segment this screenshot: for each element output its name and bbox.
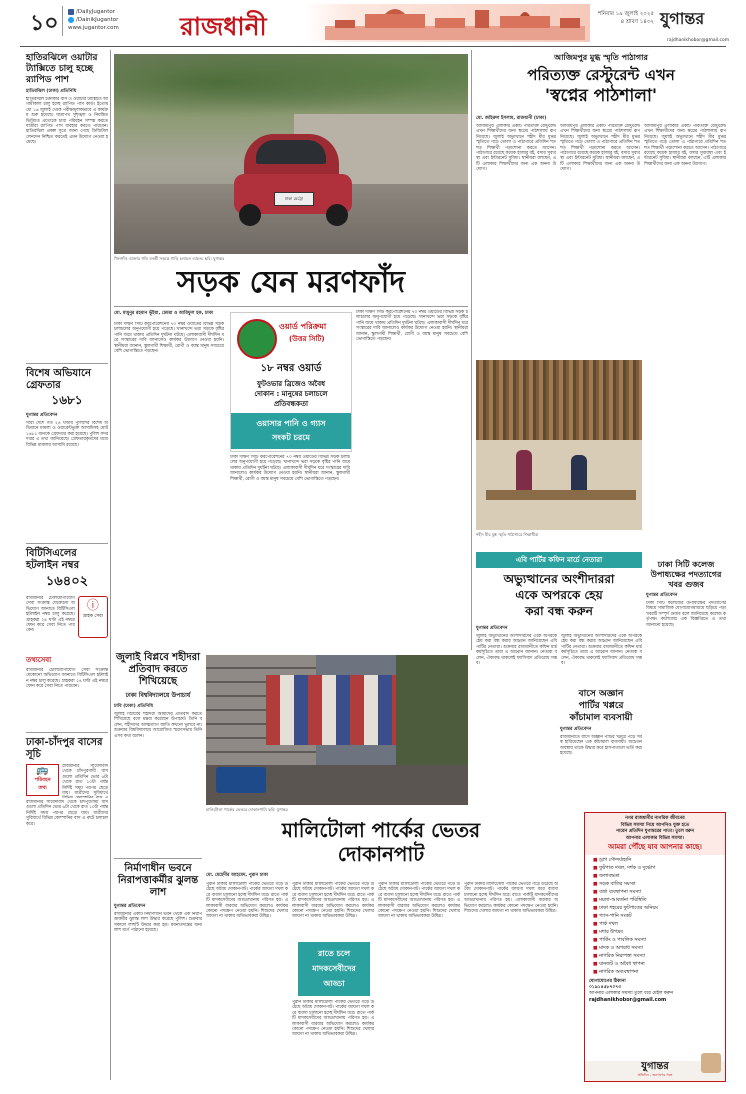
sidebar-topic-item: ■ গ্যাস-পানি সংকট [593, 914, 632, 919]
bus-byline: যুগান্তর প্রতিবেদন [560, 727, 592, 732]
sidebar-topic-item: ■ নাগরিক নিরাপত্তা সমস্যা [593, 954, 646, 959]
park-headline-1: মালিটোলা পার্কের ভেতর [281, 818, 481, 842]
city-skyline-illustration [325, 6, 585, 40]
protest-kicker: এবি পার্টির কফিন মার্চে নেতারা [476, 552, 642, 568]
left-column [26, 50, 108, 1080]
section-title-box [150, 4, 590, 42]
citizen-sidebar [584, 812, 726, 1082]
protest-headline-1: অভ্যুত্থানের অংশীদাররা [503, 572, 615, 586]
divider [62, 6, 63, 36]
road-photo [114, 54, 468, 254]
bus-icon: 🚌 [36, 765, 49, 776]
bullet-icon: ■ [593, 930, 600, 935]
chandpur-headline: ঢাকা-চাঁদপুর বাসের সূচি [26, 737, 103, 760]
divider [114, 858, 202, 859]
sidebar-topic-item: ■ মশার উপদ্রব [593, 930, 623, 935]
july-headline: জুলাই বিপ্লবে শহীদরা প্রতিবাদ করতে শিখিয়েছে [116, 652, 200, 687]
road-photo-caption: খিলগাঁও ডাক্তার গলি বনশ্রী সড়কে গাড়ি চলাচল ব্যাহত। ছবি: যুগান্তর [114, 256, 225, 261]
nirman-byline: যুগান্তর প্রতিবেদন [114, 904, 146, 909]
protest-headline-3: করা বন্ধ করুন [525, 604, 593, 618]
sidebar-topic-item: ■ পার্ক দখল [593, 922, 618, 927]
bus-body: রাজধানীতে বাসে অজ্ঞান পার্টির খপ্পরে পড়ে সর্বস্ব হারিয়েছেন এক কাঁচামাল ব্যবসায়ী। অচেতন অবস্থায় তাকে উদ্ধার করে হাসপাতালে ভর্তি করা হয়েছে। [560, 735, 642, 757]
social-links [68, 8, 119, 32]
main-byline: মো. মামুনুর রহমান ভূঁইয়া, ঢেমরা ও আরিফুল হক, ঢাকা [114, 311, 214, 316]
protest-byline: যুগান্তর প্রতিবেদন [476, 626, 508, 631]
sidebar-header: নগর রাজধানীর নাগরিক জীবনের বিভিন্ন সমস্যা নিয়ে আপনিও যুক্ত হতে পারেন প্রতিদিন যুগান্তরের পাতা। তুলে ধরুন আপনার এলাকার বিভিন্ন সমস্যা। আমরা পৌঁছে যাব আপনার কাছে। [585, 813, 725, 855]
sidebar-topic-list [593, 858, 725, 976]
library-byline: মো. জহিরুল ইসলাম, রাজধানী (ঢাকা) [476, 116, 547, 121]
protest-headline-2: একে অপরকে হেয় [515, 588, 603, 602]
park-headline-2: দোকানপাট [337, 842, 425, 866]
ward-number: ১৮ নম্বর ওয়ার্ড [260, 363, 322, 374]
bishesh-byline: যুগান্তর প্রতিবেদন [26, 413, 58, 418]
column-divider [110, 50, 111, 1080]
nirman-story [114, 858, 202, 1078]
sidebar-topic-item: ■ জলাবদ্ধতা [593, 874, 620, 879]
bullet-icon: ■ [593, 938, 600, 943]
protest-col1: জুলাই অভ্যুত্থানের অংশীদারদের একে অপরকে হেয় করা বন্ধ করার আহ্বান জানিয়েছেন এবি পার্টির নেতারা। শুক্রবার রাজধানীতে কফিন মার্চ কর্মসূচিতে তারা এ আহ্বান জানান। নেতারা বলেন, ঐক্যবদ্ধ থাকলেই ফ্যাসিবাদ প্রতিরোধ সম্ভব। [476, 634, 557, 667]
sidebar-topic-item: ■ যানজট ও অবৈধ স্থাপনা [593, 962, 645, 967]
park-col2: পুরান ঢাকার মালিটোলা পার্কের ভেতরে গড়ে উঠেছে অবৈধ দোকানপাট। পার্কের জায়গা দখল করে ব্যবসা চালানো হচ্ছে দীর্ঘদিন ধরে। রাতে পার্কটি মাদকসেবীদের আড্ডাখানায় পরিণত হয়। এলাকাবাসী বারবার অভিযোগ করলেও কার্যকর কোনো পদক্ষেপ নেওয়া হয়নি। শিশুদের খেলার জায়গা না থাকায় অভিভাবকরা উদ্বিগ্ন। [292, 882, 374, 920]
july-sub: ঢাকা বিশ্ববিদ্যালয়ে উপাচার্য [125, 692, 191, 699]
date-block: শনিবার ১৯ জুলাই ২০২৫ ৪ শ্রাবণ ১৪৩২ [598, 11, 654, 25]
park-photo [206, 655, 468, 805]
bus-headline-1: বাসে অজ্ঞান [578, 689, 624, 699]
column-divider [471, 50, 472, 650]
bullet-icon: ■ [593, 858, 600, 863]
facebook-link[interactable]: /DailyJugantor [68, 8, 119, 16]
protest-col2: জুলাই অভ্যুত্থানের অংশীদারদের একে অপরকে হেয় করা বন্ধ করার আহ্বান জানিয়েছেন এবি পার্টির নেতারা। শুক্রবার রাজধানীতে কফিন মার্চ কর্মসূচিতে তারা এ আহ্বান জানান। নেতারা বলেন, ঐক্যবদ্ধ থাকলেই ফ্যাসিবাদ প্রতিরোধ সম্ভব। [561, 634, 642, 667]
website-link[interactable]: www.jugantor.com [68, 25, 119, 31]
college-byline: যুগান্তর প্রতিবেদন [646, 593, 678, 598]
brand-logo: যুগান্তর [660, 9, 705, 28]
july-story [114, 652, 202, 852]
sidebar-topic-item: ■ ড্রাগ সৌন্দর্য্যহানি [593, 858, 632, 863]
bishesh-body: সারা দেশে গত ২৪ ঘণ্টায় পুলিশের বিশেষ অভিযানে মামলা ও ওয়ারেন্টভুক্ত আসামিসহ মোট ১৬৮১ জনকে গ্রেফতার করা হয়েছে। পুলিশ সদর দপ্তর এ তথ্য জানিয়েছে। গ্রেফতারকৃতদের মধ্যে বিভিন্ন মামলার আসামি রয়েছে। [26, 421, 108, 448]
sidebar-topic-item: ■ ময়লা-আবর্জনা পরিস্থিতি [593, 898, 647, 903]
red-car: ঢাকা মেট্রো [234, 124, 354, 229]
library-col1: আজিমপুর এলাকার একটি পরিত্যক্ত রেস্টুরেন্ট এখন শিক্ষার্থীদের জন্য স্বপ্নের পাঠশালায় রূপ নিয়েছে। জুলাই অভ্যুত্থানে শহীদ মীর মুগ্ধর স্মৃতিতে গড়ে তোলা এ পাঠাগারে প্রতিদিন শত শত শিক্ষার্থী পড়াশোনা করতে আসেন। পাঠাগারে রয়েছে কয়েক হাজার বই, বসার সুব্যবস্থা এবং ইন্টারনেট সুবিধা। স্থানীয়রা বলছেন, এটি এলাকার শিক্ষার্থীদের জন্য এক অনন্য উদ্যোগ। [476, 124, 556, 173]
park-col1: পুরান ঢাকার মালিটোলা পার্কের ভেতরে গড়ে উঠেছে অবৈধ দোকানপাট। পার্কের জায়গা দখল করে ব্যবসা চালানো হচ্ছে দীর্ঘদিন ধরে। রাতে পার্কটি মাদকসেবীদের আড্ডাখানায় পরিণত হয়। এলাকাবাসী বারবার অভিযোগ করলেও কার্যকর কোনো পদক্ষেপ নেওয়া হয়নি। শিশুদের খেলার জায়গা না থাকায় অভিভাবকরা উদ্বিগ্ন। [206, 882, 288, 920]
ward-label: ওয়ার্ড পরিক্রমা [279, 322, 327, 331]
masthead [0, 0, 746, 52]
sidebar-topic-item: ■ সড়ক বাতির সমস্যা [593, 882, 636, 887]
btcl-body-row [26, 596, 108, 654]
library-col3: আজিমপুর এলাকার একটি পরিত্যক্ত রেস্টুরেন্ট এখন শিক্ষার্থীদের জন্য স্বপ্নের পাঠশালায় রূপ নিয়েছে। জুলাই অভ্যুত্থানে শহীদ মীর মুগ্ধর স্মৃতিতে গড়ে তোলা এ পাঠাগারে প্রতিদিন শত শত শিক্ষার্থী পড়াশোনা করতে আসেন। পাঠাগারে রয়েছে কয়েক হাজার বই, বসার সুব্যবস্থা এবং ইন্টারনেট সুবিধা। স্থানীয়রা বলছেন, এটি এলাকার শিক্ষার্থীদের জন্য এক অনন্য উদ্যোগ। [644, 124, 726, 167]
bullet-icon: ■ [593, 866, 600, 871]
info-service-label: তথ্যসেবা [26, 656, 52, 664]
chandpur-body-top: রাজধানীর সায়েদাবাদ থেকে চাঁদপুরগামী বাসগুলো প্রতিদিন ভোর ৬টা থেকে রাত ১০টা পর্যন্ত নির্দিষ্ট সময় পরপর ছেড়ে যায়। যাত্রীদের সুবিধার্থে [62, 764, 108, 797]
nirman-headline: নির্মাণাধীন ভবনে নিরাপত্তাকর্মীর ঝুলন্ত লাশ [117, 863, 199, 898]
park-col4: পুরান ঢাকার মালিটোলা পার্কের ভেতরে গড়ে উঠেছে অবৈধ দোকানপাট। পার্কের জায়গা দখল করে ব্যবসা চালানো হচ্ছে দীর্ঘদিন ধরে। রাতে পার্কটি মাদকসেবীদের আড্ডাখানায় পরিণত হয়। এলাকাবাসী বারবার অভিযোগ করলেও কার্যকর কোনো পদক্ষেপ নেওয়া হয়নি। শিশুদের খেলার জায়গা না থাকায় অভিভাবকরা উদ্বিগ্ন। [378, 882, 460, 920]
park-story-body [206, 872, 560, 1082]
btcl-number: ১৬৪০২ [45, 574, 89, 589]
bullet-icon: ■ [593, 874, 600, 879]
divider [114, 306, 468, 307]
park-byline: মো. মেহেদীর আহমেদ, পুরান ঢাকা [206, 873, 269, 878]
college-story [646, 560, 726, 810]
sidebar-footer: যুগান্তর প্রতিদিন - জনগণের সঙ্গে [585, 1061, 725, 1081]
main-col2: ঢাকা দক্ষিণ সিটি করপোরেশনের ৭০ নম্বর ওয়ার্ডের বিভিন্ন সড়ক চলাচলের অনুপযোগী হয়ে পড়েছে। খানাখন্দে ভরা সড়কে বৃষ্টির পানি জমে থাকায় প্রতিদিন দুর্ঘটনা ঘটছে। এলাকাবাসী দীর্ঘদিন ধরে সংস্কারের দাবি জানালেও কার্যকর উদ্যোগ নেওয়া হয়নি। স্থানীয়রা জানান, স্কুলগামী শিক্ষার্থী, রোগী ও বয়স্ক মানুষ সবচেয়ে বেশি ভোগান্তিতে পড়ছেন। [230, 455, 350, 482]
bullet-icon: ■ [593, 890, 600, 895]
chandpur-row [26, 764, 108, 798]
sidebar-topic-item: ■ বর্জ্য ব্যবস্থাপনা সমস্যা [593, 890, 642, 895]
library-photo-caption: শহীদ মীর মুগ্ধ স্মৃতি পাঠাগারে শিক্ষার্থীরা [476, 532, 539, 537]
hatirjheel-body: হাতিরঝিল চক্রাকার বাস ও ওয়াটার ট্যাক্সিতে আগামীকাল চালু হচ্ছে র‍্যাপিড পাস কার্ড। ইতোমধ্যে ১৬ জুলাই থেকে পরীক্ষামূলকভাবে এ কার্যক্রম শুরু হয়েছে। যাত্রাপথ সুশৃঙ্খল ও নিয়ন্ত্রিত ভিত্তিতে প্রত্যেকে চাবা পরিবহন সম্পন্ন করতে যাত্রীরা র‍্যাপিড পাস ব্যবহার করতে পারবেন। হাতিরঝিল প্রকল্প সূত্রে জানা গেছে ডিজিটাল লেনদেন নিশ্চিত করতেই এমন উদ্যোগ নেওয়া হয়েছে। [26, 97, 108, 146]
library-photo [476, 360, 642, 530]
main-headline: সড়ক যেন মরণফাঁদ [176, 265, 406, 300]
bullet-icon: ■ [593, 906, 600, 911]
sidebar-topic-item: ■ ঢাকা শহরের ফুটপাতের অনিয়ম [593, 906, 658, 911]
bishesh-count: ১৬৮১ [51, 393, 83, 407]
sidebar-contact: যোগাযোগের ঠিকানা ০১৯১৪৫৮৭০৭৩ আপনার এলাকার সমস্যা তুলে ধরে মেইল করুন rajdhanikhobor@gmail.com [589, 979, 721, 1003]
sidebar-topic-item: ■ নাগরিক অব্যবস্থাপনা [593, 970, 639, 975]
july-byline: ঢাবি (ঢাকা) প্রতিনিধি [114, 704, 153, 709]
sidebar-topic-item: ■ মাদক ও অপরাধ সমস্যা [593, 946, 644, 951]
page-number: ১০ [30, 10, 59, 36]
library-kicker: আজিমপুর মুগ্ধ স্মৃতি পাঠাগার [554, 53, 648, 62]
park-col5: পুরান ঢাকার মালিটোলা পার্কের ভেতরে গড়ে উঠেছে অবৈধ দোকানপাট। পার্কের জায়গা দখল করে ব্যবসা চালানো হচ্ছে দীর্ঘদিন ধরে। রাতে পার্কটি মাদকসেবীদের আড্ডাখানায় পরিণত হয়। এলাকাবাসী বারবার অভিযোগ করলেও কার্যকর কোনো পদক্ষেপ নেওয়া হয়নি। শিশুদের খেলার জায়গা না থাকায় অভিভাবকরা উদ্বিগ্ন। [464, 882, 558, 915]
bullet-icon: ■ [593, 882, 600, 887]
btcl-body: রাজধানীর টেলিযোগাযোগ সেবা সংক্রান্ত যেকোনো অভিযোগ জানাতে বিটিসিএল হটলাইন নম্বর চালু করেছে। গ্রাহকরা ২৪ ঘণ্টা এই নম্বরে ফোন করে সেবা নিতে পারবেন। [26, 596, 75, 634]
ward-emblem [237, 319, 277, 359]
bullet-icon: ■ [593, 946, 600, 951]
ward-subhead: ফুটওভার ব্রিজেও অবৈধ দোকান : মানুষের চলাচলে প্রতিবন্ধকতা [254, 380, 328, 408]
bullet-icon: ■ [593, 914, 600, 919]
chandpur-body: রাজধানীর সায়েদাবাদ থেকে চাঁদপুরগামী বাসগুলো প্রতিদিন ভোর ৬টা থেকে রাত ১০টা পর্যন্ত নির্দিষ্ট সময় পরপর ছেড়ে যায়। যাত্রীদের সুবিধার্থে বিভিন্ন কোম্পানির বাস এ রুটে চলাচল করে। [26, 800, 108, 827]
library-col2: আজিমপুর এলাকার একটি পরিত্যক্ত রেস্টুরেন্ট এখন শিক্ষার্থীদের জন্য স্বপ্নের পাঠশালায় রূপ নিয়েছে। জুলাই অভ্যুত্থানে শহীদ মীর মুগ্ধর স্মৃতিতে গড়ে তোলা এ পাঠাগারে প্রতিদিন শত শত শিক্ষার্থী পড়াশোনা করতে আসেন। পাঠাগারে রয়েছে কয়েক হাজার বই, বসার সুব্যবস্থা এবং ইন্টারনেট সুবিধা। স্থানীয়রা বলছেন, এটি এলাকার শিক্ষার্থীদের জন্য এক অনন্য উদ্যোগ। [560, 124, 640, 173]
hatirjheel-headline: হাতিরঝিলে ওয়াটার ট্যাক্সিতে চালু হচ্ছে র‍্যাপিড পাশ [26, 53, 98, 85]
sidebar-topic-item: ■ পার্কিং ও পাবলিক সমস্যা [593, 938, 647, 943]
section-title: রাজধানী [180, 12, 267, 41]
divider [26, 732, 108, 733]
bus-headline-3: কাঁচামাল ব্যবসায়ী [569, 713, 633, 723]
college-body: ঢাকা সিটি কলেজের উপাধ্যক্ষের পদত্যাগের বিষয়ে সামাজিক যোগাযোগমাধ্যমে ছড়িয়ে পড়া খবরটি সম্পূর্ণ গুজব বলে জানিয়েছে কলেজ কর্তৃপক্ষ। কলেজের এক বিজ্ঞপ্তিতে এ তথ্য জানানো হয়েছে। [646, 601, 726, 628]
sidebar-topic-item: ■ ফুটপাত দখল, দর্শক ও দুর্ভোগ [593, 866, 656, 871]
masthead-rule [20, 46, 726, 47]
btcl-body-extra: রাজধানীর টেলিযোগাযোগ সেবা সংক্রান্ত যেকোনো অভিযোগ জানাতে বিটিসিএল হটলাইন নম্বর চালু করেছে। গ্রাহকরা ২৪ ঘণ্টা এই নম্বরে ফোন করে সেবা নিতে পারবেন। [26, 668, 108, 690]
library-headline-1: পরিত্যক্ত রেস্টুরেন্ট এখন [527, 66, 675, 84]
main-story-body [114, 310, 468, 640]
divider [26, 363, 108, 364]
bullet-icon: ■ [593, 954, 600, 959]
bullet-icon: ■ [593, 970, 600, 975]
sidebar-email[interactable]: rajdhanikhobor@gmail.com [589, 997, 667, 1003]
ward-sub: (উত্তর সিটি) [289, 335, 325, 343]
transport-info-badge: 🚌 পরিবহন তথ্য [26, 764, 59, 796]
park-col3: পুরান ঢাকার মালিটোলা পার্কের ভেতরে গড়ে উঠেছে অবৈধ দোকানপাট। পার্কের জায়গা দখল করে ব্যবসা চালানো হচ্ছে দীর্ঘদিন ধরে। রাতে পার্কটি মাদকসেবীদের আড্ডাখানায় পরিণত হয়। এলাকাবাসী বারবার অভিযোগ করলেও কার্যকর কোনো পদক্ষেপ নেওয়া হয়নি। শিশুদের খেলার জায়গা না থাকায় অভিভাবকরা উদ্বিগ্ন। [292, 1000, 374, 1038]
july-body: জুলাই বিপ্লবের শহীদরা আমাদের প্রতিবাদ করতে শিখিয়েছে বলে মন্তব্য করেছেন উপাচার্য। তিনি বলেন, শহীদদের আত্মত্যাগ জাতি কখনো ভুলবে না। শুক্রবার বিশ্ববিদ্যালয়ে আয়োজিত স্মরণসভায় তিনি এসব কথা বলেন। [114, 712, 202, 739]
bus-headline-2: পার্টির খপ্পরে [578, 701, 624, 711]
header-email: rajdhanikhobor@gmail.com [667, 38, 730, 43]
hatirjheel-byline: হাতিরঝিল (ঢাকা) প্রতিনিধি [26, 89, 77, 94]
facebook-icon [68, 9, 74, 15]
twitter-icon [68, 17, 74, 23]
bishesh-headline: বিশেষ অভিযানে গ্রেফতার [26, 368, 91, 391]
main-col1: ঢাকা দক্ষিণ সিটি করপোরেশনের ৭০ নম্বর ওয়ার্ডের বিভিন্ন সড়ক চলাচলের অনুপযোগী হয়ে পড়েছে। খানাখন্দে ভরা সড়কে বৃষ্টির পানি জমে থাকায় প্রতিদিন দুর্ঘটনা ঘটছে। এলাকাবাসী দীর্ঘদিন ধরে সংস্কারের দাবি জানালেও কার্যকর উদ্যোগ নেওয়া হয়নি। স্থানীয়রা জানান, স্কুলগামী শিক্ষার্থী, রোগী ও বয়স্ক মানুষ সবচেয়ে বেশি ভোগান্তিতে পড়ছেন। [114, 322, 224, 355]
btcl-headline: বিটিসিএলের হটলাইন নম্বর [26, 548, 80, 571]
college-headline: ঢাকা সিটি কলেজ উপাধ্যক্ষের পদত্যাগের খবর গুজব [650, 560, 722, 589]
library-headline-2: 'স্বপ্নের পাঠশালা' [544, 86, 658, 106]
info-service-badge: ⓘ গ্রাহক সেবা [78, 596, 108, 638]
twitter-link[interactable]: /DainikJugantor [68, 16, 119, 24]
ward-bottom-banner: ওয়াসার পানি ও গ্যাস সংকট চরমে [231, 413, 351, 449]
park-photo-caption: মালিটোলা পার্কের ভেতরে দোকানপাট। ছবি: যুগান্তর [206, 807, 288, 812]
bullet-icon: ■ [593, 898, 600, 903]
bullet-icon: ■ [593, 962, 600, 967]
sidebar-phone[interactable]: ০১৯১৪৫৮৭০৭৩ [589, 985, 622, 990]
nirman-body: রাজধানীর একটি নির্মাণাধীন ভবন থেকে এক নিরাপত্তাকর্মীর ঝুলন্ত লাশ উদ্ধার করেছে পুলিশ। শুক্রবার সকালে লাশটি উদ্ধার করা হয়। ময়নাতদন্তের জন্য লাশ মর্গে পাঠানো হয়েছে। [114, 912, 202, 934]
main-col3: ঢাকা দক্ষিণ সিটি করপোরেশনের ৭০ নম্বর ওয়ার্ডের বিভিন্ন সড়ক চলাচলের অনুপযোগী হয়ে পড়েছে। খানাখন্দে ভরা সড়কে বৃষ্টির পানি জমে থাকায় প্রতিদিন দুর্ঘটনা ঘটছে। এলাকাবাসী দীর্ঘদিন ধরে সংস্কারের দাবি জানালেও কার্যকর উদ্যোগ নেওয়া হয়নি। স্থানীয়রা জানান, স্কুলগামী শিক্ষার্থী, রোগী ও বয়স্ক মানুষ সবচেয়ে বেশি ভোগান্তিতে পড়ছেন। [356, 310, 468, 343]
contributor-avatar [701, 1053, 721, 1073]
info-icon: ⓘ [86, 598, 99, 612]
bullet-icon: ■ [593, 922, 600, 927]
park-pull-quote: রাতে চলে মাদকসেবীদের আড্ডা [298, 942, 370, 996]
divider [26, 543, 108, 544]
ward-box [230, 312, 352, 452]
